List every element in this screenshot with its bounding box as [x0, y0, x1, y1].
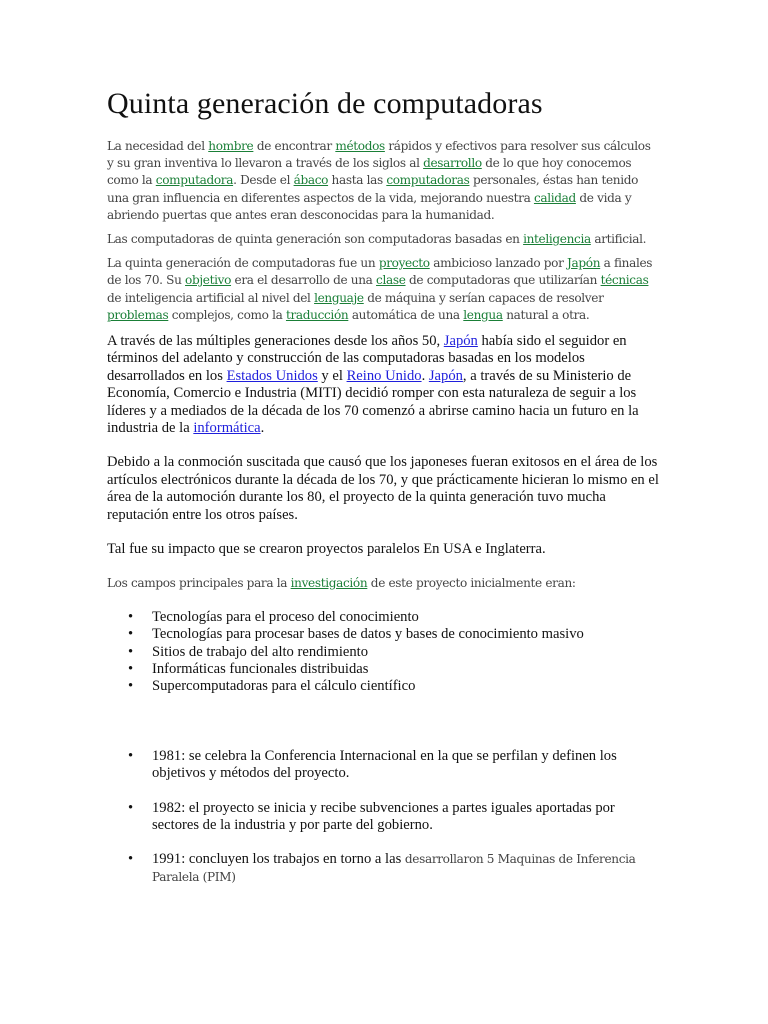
text: automática de una [348, 307, 464, 322]
link-japon[interactable]: Japón [428, 367, 463, 384]
list-item: • Informáticas funcionales distribuidas [107, 661, 659, 678]
link-computadora[interactable]: computadora [155, 173, 234, 188]
link-investigacion[interactable]: investigación [290, 575, 368, 590]
text: personales, éstas han tenido una gran influencia en diferentes aspectos de la vida, mejorando nuestra [107, 173, 639, 205]
list-item: • 1981: se celebra la Conferencia Internacional en la que se perfilan y definen los objetivos y métodos del proyecto. [107, 748, 659, 783]
link-traduccion[interactable]: traducción [285, 307, 349, 322]
text: de lo que hoy conocemos como la [107, 156, 632, 188]
link-desarrollo[interactable]: desarrollo [423, 156, 482, 171]
link-estados-unidos[interactable]: Estados Unidos [226, 367, 318, 384]
link-japon[interactable]: Japón [443, 333, 478, 350]
text: . Desde el [233, 173, 294, 188]
text: rápidos y efectivos para resolver sus cálculos y su gran inventiva lo llevaron a través de los siglos al [107, 139, 651, 171]
link-objetivo[interactable]: objetivo [185, 273, 232, 288]
text: 1991: concluyen los trabajos en torno a las [152, 851, 405, 868]
timeline-list [107, 748, 659, 886]
list-item: • Sitios de trabajo del alto rendimiento [107, 644, 659, 661]
paragraph-definition [107, 231, 659, 248]
fields-list [107, 609, 659, 696]
link-japon[interactable]: Japón [567, 256, 601, 271]
text: . [260, 420, 265, 437]
link-proyecto[interactable]: proyecto [378, 256, 430, 271]
link-tecnicas[interactable]: técnicas [600, 273, 649, 288]
link-lenguaje[interactable]: lenguaje [314, 290, 364, 305]
list-item [107, 851, 659, 886]
text: . [421, 367, 429, 384]
text: de este proyecto inicialmente eran: [367, 575, 576, 590]
page-title: Quinta generación de computadoras [107, 87, 543, 120]
link-hombre[interactable]: hombre [208, 139, 254, 153]
list-item: • 1982: el proyecto se inicia y recibe subvenciones a partes iguales aportadas por sectores de la industria y por parte del gobierno. [107, 800, 659, 835]
list-item: • Supercomputadoras para el cálculo científico [107, 678, 659, 695]
text: de inteligencia artificial al nivel del [107, 290, 315, 305]
text: de encontrar [253, 139, 336, 153]
link-abaco[interactable]: ábaco [293, 173, 329, 188]
link-lengua[interactable]: lengua [463, 307, 503, 322]
link-reino-unido[interactable]: Reino Unido [346, 367, 422, 384]
text: complejos, como la [168, 307, 286, 322]
paragraph-project [107, 255, 659, 324]
text: Las computadoras de quinta generación son computadoras basadas en [107, 232, 524, 247]
text: había sido el seguidor en términos del adelanto y construcción de las computadoras basadas en los modelos desarrollados en los [107, 333, 627, 384]
text: era el desarrollo de una [231, 273, 377, 288]
link-inteligencia[interactable]: inteligencia [523, 232, 591, 247]
text: A través de las múltiples generaciones desde los años 50, [107, 333, 444, 350]
text: de vida y abriendo puertas que antes eran desconocidas para la humanidad. [107, 190, 632, 222]
text: ambicioso lanzado por [429, 256, 568, 271]
paragraph-reputation: Debido a la conmoción suscitada que causó que los japoneses fueran exitosos en el área de los artículos electrónicos durante la década de los 70, y que prácticamente hicieran lo mismo en el área de la automoción durante los 80, el proyecto de la quinta generación tuvo mucha reputación entre los otros países. [107, 454, 659, 523]
link-calidad[interactable]: calidad [533, 190, 576, 205]
list-item: • Tecnologías para el proceso del conocimiento [107, 609, 659, 626]
text: natural a otra. [502, 307, 590, 322]
link-problemas[interactable]: problemas [107, 307, 169, 322]
link-clase[interactable]: clase [376, 273, 406, 288]
text: artificial. [590, 232, 647, 247]
link-computadoras[interactable]: computadoras [386, 173, 470, 188]
paragraph-fields-intro [107, 575, 659, 592]
paragraph-impact: Tal fue su impacto que se crearon proyectos paralelos En USA e Inglaterra. [107, 541, 546, 558]
document-page [107, 86, 659, 903]
text: a finales de los 70. Su [107, 256, 653, 288]
link-metodos[interactable]: métodos [335, 139, 385, 153]
link-informatica[interactable]: informática [193, 420, 261, 437]
paragraph-history [107, 333, 659, 437]
text: La quinta generación de computadoras fue un [107, 256, 379, 271]
text: y el [317, 367, 347, 384]
text-gray: desarrollaron 5 Maquinas de Inferencia Paralela (PIM) [152, 852, 636, 884]
text: de máquina y serían capaces de resolver [363, 290, 604, 305]
text: de computadoras que utilizarían [405, 273, 601, 288]
paragraph-intro [107, 138, 659, 224]
text: hasta las [328, 173, 387, 188]
text: Los campos principales para la [107, 575, 291, 590]
list-item: • Tecnologías para procesar bases de datos y bases de conocimiento masivo [107, 626, 659, 643]
text: , a través de su Ministerio de Economía, Comercio e Industria (MITI) decidió romper con esta naturaleza de seguir a los líderes y a mediados de la década de los 70 comenzó a abrirse camino hacia un futuro en la industria de la [107, 367, 639, 437]
text: La necesidad del [107, 139, 209, 153]
